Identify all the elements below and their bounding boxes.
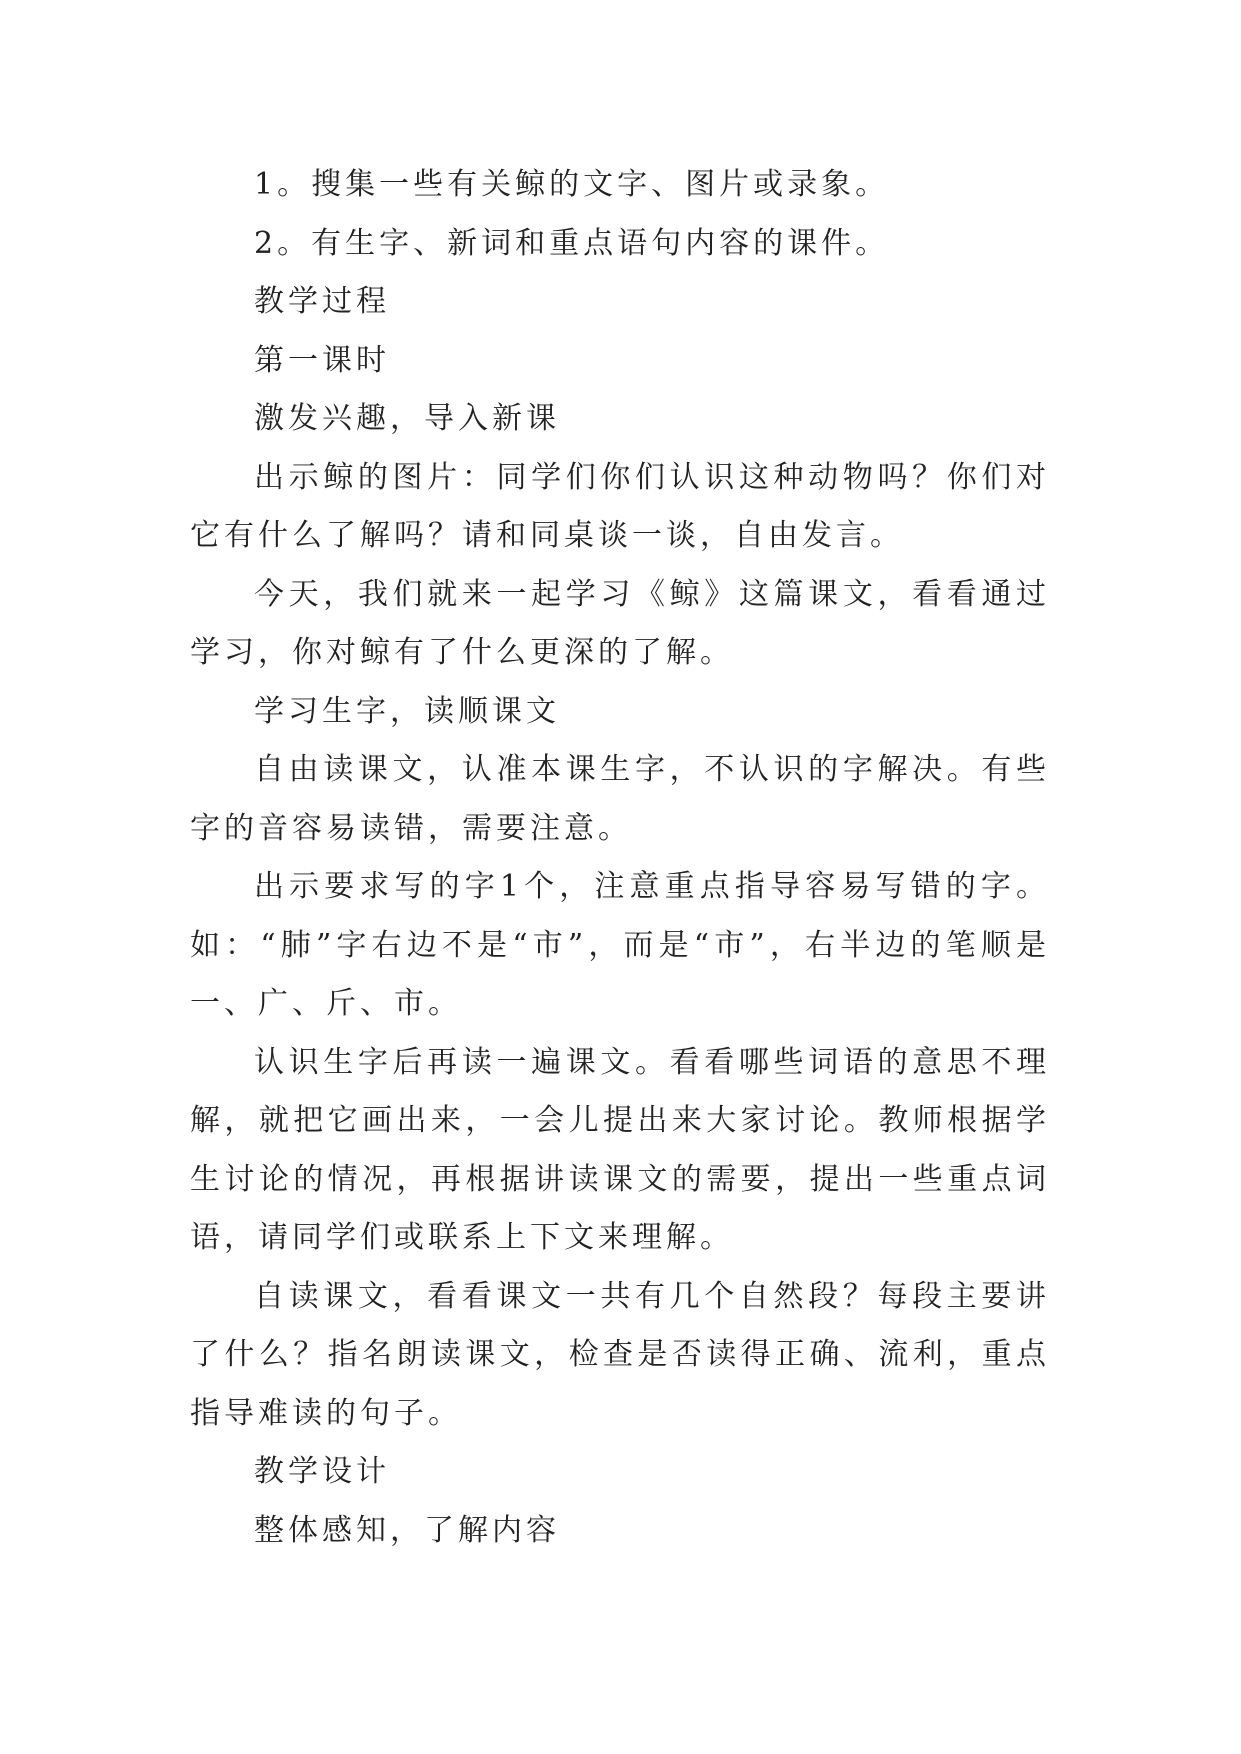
paragraph-self-reading: 自读课文，看看课文一共有几个自然段？每段主要讲了什么？指名朗读课文，检查是否读得正确、流利，重点指导难读的句子。 — [190, 1278, 1050, 1431]
paragraph-today-learn: 今天，我们就来一起学习《鲸》这篇课文，看看通过学习，你对鲸有了什么更深的了解。 — [190, 576, 1050, 670]
paragraph-prep-1: 1。搜集一些有关鲸的文字、图片或录象。 — [254, 167, 890, 202]
paragraph-show-whale-picture: 出示鲸的图片：同学们你们认识这种动物吗？你们对它有什么了解吗？请和同桌谈一谈，自由发言。 — [190, 459, 1050, 553]
heading-stimulate-interest: 激发兴趣，导入新课 — [254, 401, 560, 436]
document-body — [190, 156, 1050, 1560]
heading-teaching-process: 教学过程 — [254, 284, 390, 319]
paragraph-free-reading: 自由读课文，认准本课生字，不认识的字解决。有些字的音容易读错，需要注意。 — [190, 752, 1050, 846]
heading-teaching-design: 教学设计 — [254, 1454, 390, 1489]
heading-learn-characters: 学习生字，读顺课文 — [254, 693, 560, 729]
heading-overall-perception: 整体感知，了解内容 — [254, 1512, 560, 1548]
paragraph-prep-2: 2。有生字、新词和重点语句内容的课件。 — [254, 225, 890, 261]
paragraph-reread-text: 认识生字后再读一遍课文。看看哪些词语的意思不理解，就把它画出来，一会儿提出来大家讨论。教师根据学生讨论的情况，再根据讲读课文的需要，提出一些重点词语，请同学们或联系上下文来理解。 — [190, 1044, 1050, 1255]
paragraph-writing-characters: 出示要求写的字1个，注意重点指导容易写错的字。如：“肺”字右边不是“市”，而是“市”，右半边的笔顺是一、广、斤、市。 — [190, 869, 1050, 1021]
heading-first-lesson: 第一课时 — [254, 342, 390, 378]
